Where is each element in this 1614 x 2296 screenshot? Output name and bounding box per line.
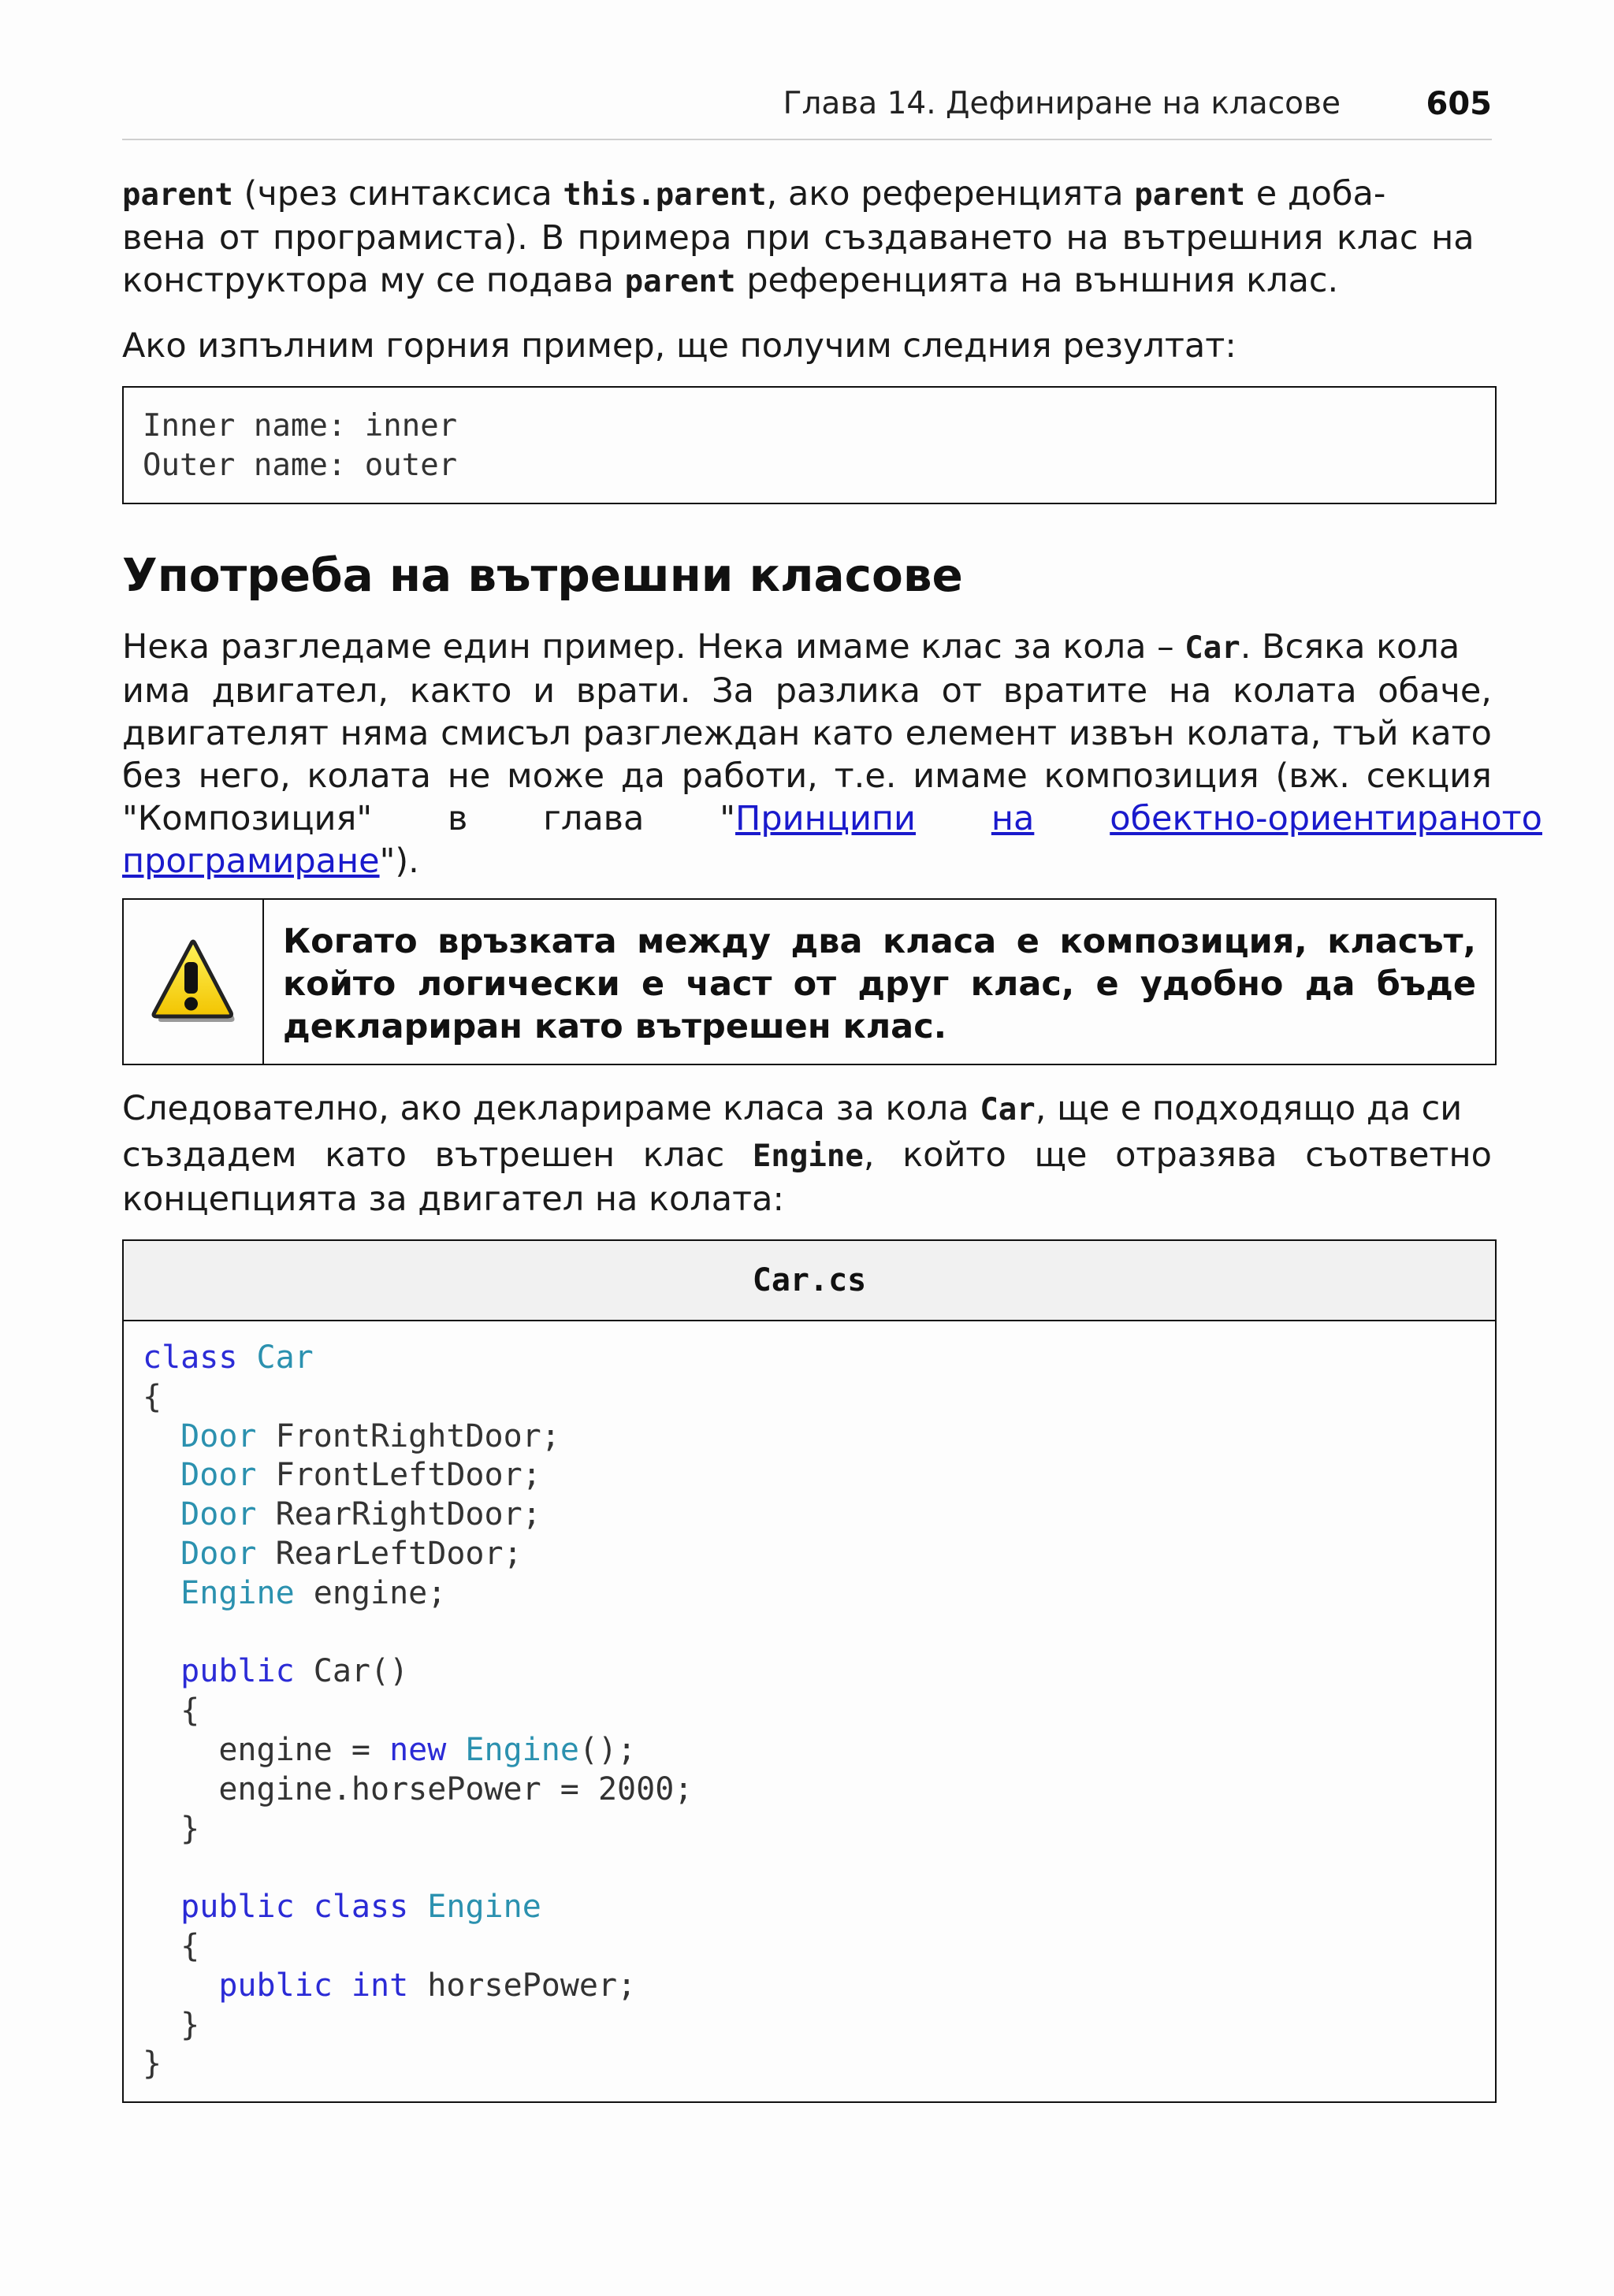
word: е <box>641 964 665 1004</box>
word: клас, <box>970 964 1075 1004</box>
word: част <box>686 964 772 1004</box>
word: двигател, <box>211 671 389 711</box>
text-line: програмиране"). <box>122 841 419 881</box>
word: и <box>533 671 556 711</box>
word: т.е. <box>834 756 897 796</box>
word: врати. <box>575 671 691 711</box>
word: Когато <box>283 922 418 961</box>
word: няма <box>340 714 430 753</box>
chapter-link[interactable]: програмиране <box>122 841 380 881</box>
paragraph-car-example <box>122 626 1542 882</box>
text-line <box>122 670 1492 712</box>
warning-line <box>283 920 1476 963</box>
word: два <box>790 922 863 961</box>
text-line: конструктора му се подава parent референцията на външния клас. <box>122 261 1339 300</box>
word: елемент <box>905 714 1058 753</box>
output-line: Inner name: inner <box>143 408 458 444</box>
word: без <box>122 756 182 796</box>
text-line: концепцията за двигател на колата: <box>122 1180 785 1219</box>
word: колата <box>1233 671 1357 711</box>
word: имаме <box>913 756 1028 796</box>
word: колата <box>307 756 432 796</box>
word: е <box>1016 922 1039 961</box>
word: разглеждан <box>582 714 801 753</box>
word: от <box>941 671 982 711</box>
word: не <box>447 756 491 796</box>
paragraph-result-intro: Ако изпълним горния пример, ще получим следния резултат: <box>122 326 1237 366</box>
word: от <box>793 964 837 1004</box>
word: него, <box>198 756 291 796</box>
word: двигателят <box>122 714 329 753</box>
word: има <box>122 671 191 711</box>
code-listing <box>122 1239 1497 2103</box>
word: да <box>620 756 665 796</box>
inline-code: Car <box>980 1092 1036 1128</box>
word: логически <box>417 964 620 1004</box>
word: между <box>637 922 771 961</box>
inline-code: Car <box>1184 630 1240 666</box>
warning-text <box>264 900 1495 1064</box>
word: който <box>283 964 396 1004</box>
text-line: "Композиция" в глава "Принципи на обектно-ориентираното <box>122 799 1542 838</box>
word: композиция, <box>1059 922 1307 961</box>
word: разлика <box>775 671 920 711</box>
word: може <box>507 756 605 796</box>
code-caption: Car.cs <box>124 1241 1495 1321</box>
word: За <box>712 671 754 711</box>
text-line <box>122 712 1492 755</box>
word: (вж. <box>1275 756 1350 796</box>
inline-code: this.parent <box>563 177 767 213</box>
code-block: class Car { Door FrontRightDoor; Door FrontLeftDoor; Door RearRightDoor; Door RearLeftDoor; Engine engine; public Car() { engine = new Engine(); engine.horsePower = 2000; } public class Engine { public int horsePower; } } <box>143 1339 694 2082</box>
chapter-title: Глава 14. Дефиниране на класове <box>783 86 1341 121</box>
word: бъде <box>1376 964 1476 1004</box>
warning-line: деклариран като вътрешен клас. <box>283 1007 947 1046</box>
page-header <box>122 82 1492 140</box>
output-line: Outer name: outer <box>143 448 458 483</box>
text-line: вена от програмиста). В примера при създаването на вътрешния клас на <box>122 218 1475 258</box>
inline-code: parent <box>122 177 233 213</box>
section-heading: Употреба на вътрешни класове <box>122 548 963 602</box>
text-line: Нека разгледаме един пример. Нека имаме клас за кола – Car. Всяка кола <box>122 627 1460 667</box>
console-output-box <box>122 386 1497 504</box>
text-line: Следователно, ако декларираме класа за кола Car, ще е подходящо да си <box>122 1089 1463 1128</box>
word: удобно <box>1140 964 1284 1004</box>
text-line: parent (чрез синтаксиса this.parent, ако референцията parent е доба- <box>122 174 1386 214</box>
word: тъй <box>1333 714 1399 753</box>
word: композиция <box>1043 756 1259 796</box>
word: класът, <box>1327 922 1476 961</box>
word: е <box>1095 964 1119 1004</box>
word: смисъл <box>441 714 571 753</box>
word: на <box>1168 671 1212 711</box>
inline-code: parent <box>1134 177 1246 213</box>
word: класа <box>883 922 997 961</box>
text-line <box>122 755 1492 797</box>
paragraph-engine-intro <box>122 1087 1492 1220</box>
paragraph-parent-reference <box>122 173 1492 303</box>
word: друг <box>857 964 950 1004</box>
word: както <box>409 671 512 711</box>
chapter-link[interactable]: Принципи <box>735 799 916 838</box>
word: вратите <box>1002 671 1148 711</box>
warning-line <box>283 963 1476 1005</box>
word: обаче, <box>1378 671 1492 711</box>
word: връзката <box>437 922 617 961</box>
chapter-link[interactable]: на <box>991 799 1035 838</box>
word: като <box>1410 714 1492 753</box>
word: като <box>812 714 894 753</box>
word: работи, <box>681 756 818 796</box>
word: колата, <box>1186 714 1322 753</box>
inline-code: Engine <box>752 1139 864 1174</box>
warning-icon <box>149 938 237 1025</box>
page-number: 605 <box>1426 86 1492 122</box>
word: извън <box>1068 714 1175 753</box>
word: да <box>1304 964 1356 1004</box>
warning-icon-cell <box>124 900 264 1064</box>
word: секция <box>1366 756 1492 796</box>
warning-box <box>122 898 1497 1065</box>
inline-code: parent <box>624 264 736 299</box>
chapter-link[interactable]: обектно-ориентираното <box>1110 799 1542 838</box>
text-line: създадем като вътрешен клас Engine, който ще отразява съответно <box>122 1135 1492 1175</box>
